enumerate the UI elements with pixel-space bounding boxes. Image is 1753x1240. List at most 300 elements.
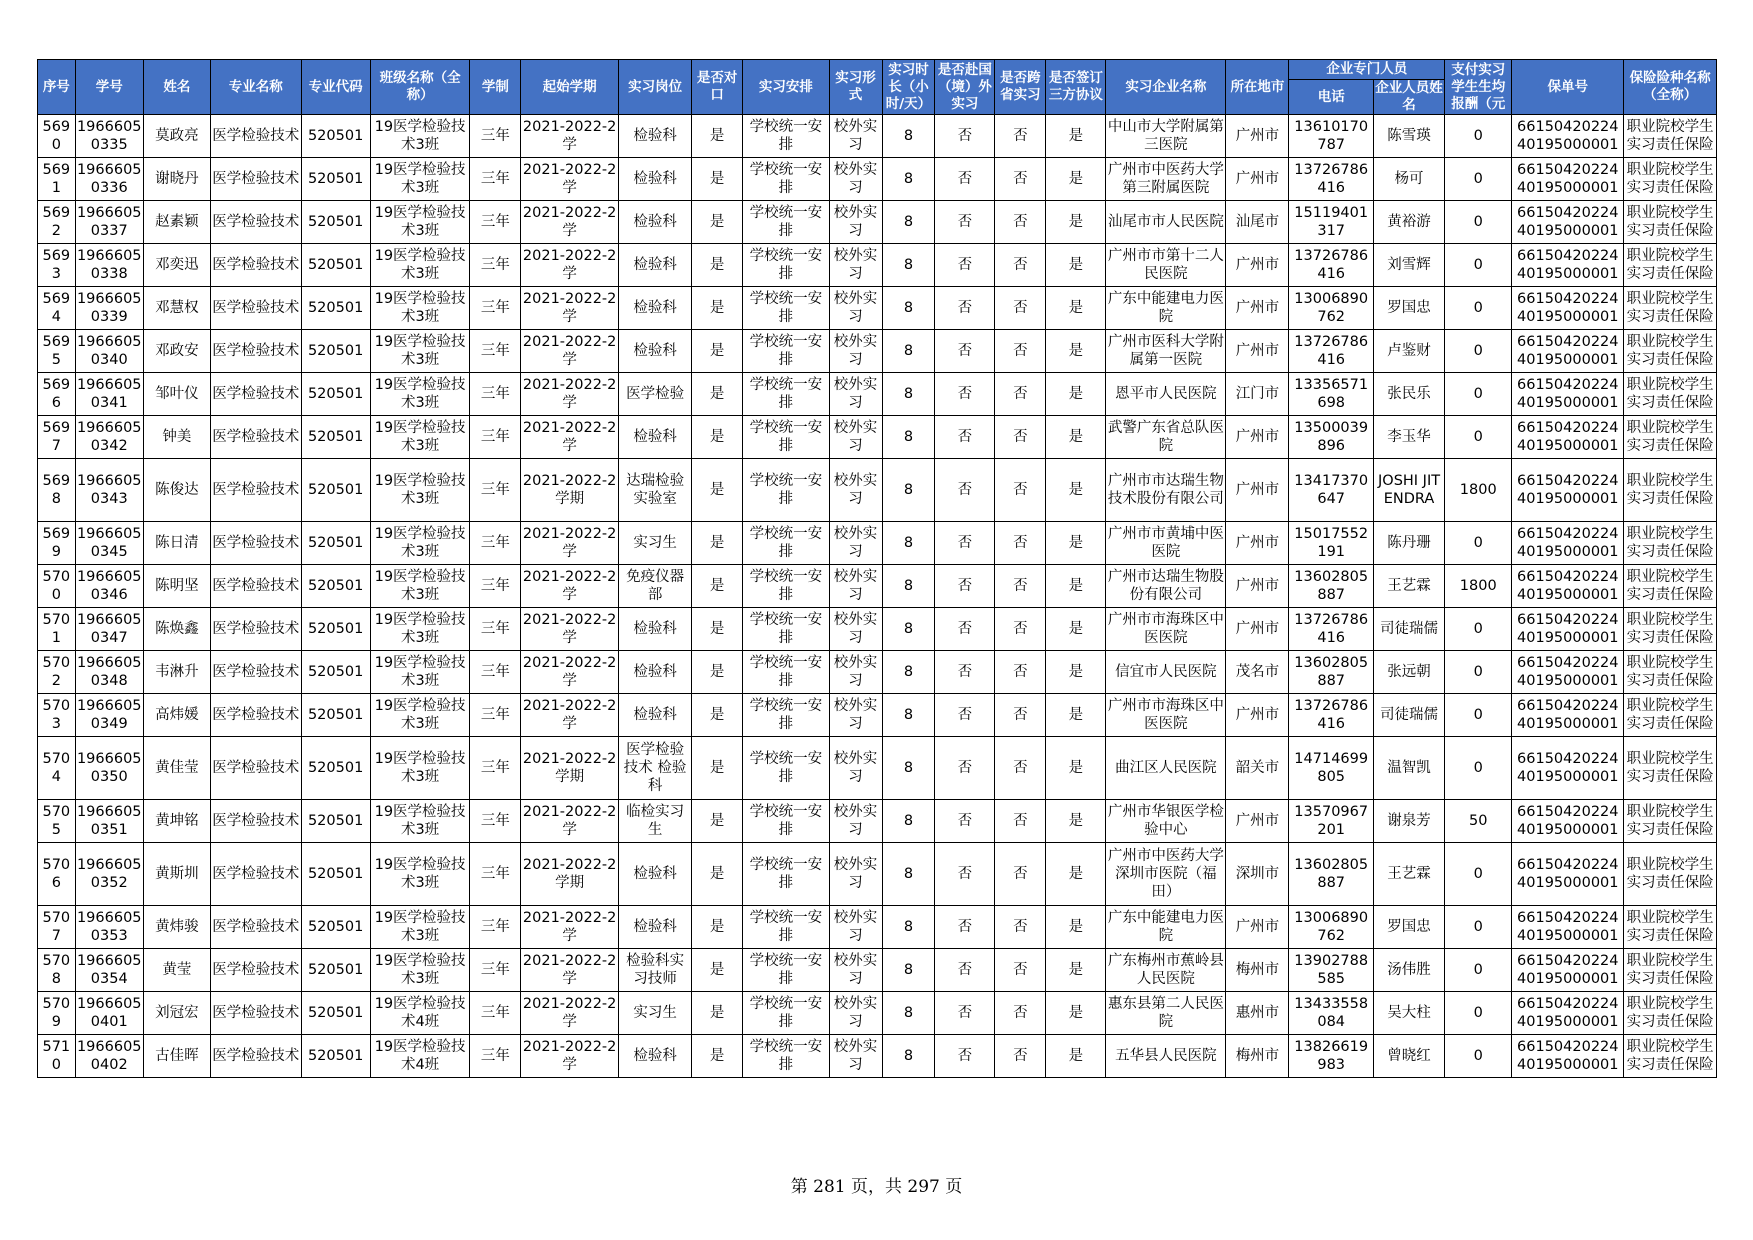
- cell-text: 0: [1473, 535, 1483, 551]
- cell-text: 2021-2022-2学: [522, 334, 617, 368]
- cell-phone: [1289, 522, 1373, 565]
- cell-city: [1226, 843, 1289, 906]
- cell-arrangement: [743, 565, 829, 608]
- cell-text: 陈焕鑫: [155, 621, 199, 637]
- cell-insurance: [1624, 992, 1717, 1035]
- cell-text: 医学检验技术: [212, 535, 300, 551]
- cell-text: 职业院校学生实习责任保险: [1626, 420, 1714, 454]
- cell-text: 学校统一安排: [749, 205, 823, 239]
- cell-contact-name: [1373, 565, 1444, 608]
- cell-text: 6615042022440195000001: [1517, 377, 1619, 411]
- cell-text: 0: [1473, 386, 1483, 402]
- cell-text: 否: [957, 866, 973, 882]
- cell-class-name: [370, 1035, 470, 1078]
- cell-name: [143, 1035, 210, 1078]
- cell-city: [1226, 992, 1289, 1035]
- cell-text: 三年: [480, 578, 510, 594]
- cell-major-code: [301, 373, 370, 416]
- cell-text: 梅州市: [1235, 962, 1280, 978]
- cell-hours: [882, 992, 935, 1035]
- cell-text: 5698: [42, 473, 71, 507]
- cell-position: [618, 244, 691, 287]
- cell-text: 是: [709, 343, 725, 359]
- cell-text: 职业院校学生实习责任保险: [1626, 473, 1714, 507]
- cell-text: 2021-2022-2学: [522, 996, 617, 1030]
- cell-text: 校外实习: [833, 162, 878, 196]
- cell-agreement: [1046, 949, 1106, 992]
- cell-text: 是: [1068, 482, 1084, 498]
- cell-insurance: [1624, 949, 1717, 992]
- cell-class-name: [370, 522, 470, 565]
- cell-text: 2021-2022-2学: [522, 248, 617, 282]
- cell-text: 医学检验技术: [212, 386, 300, 402]
- cell-text: 是: [709, 919, 725, 935]
- cell-form: [829, 201, 882, 244]
- cell-student-id: [75, 843, 143, 906]
- cell-text: 2021-2022-2学期: [522, 473, 617, 507]
- cell-phone: [1289, 158, 1373, 201]
- header-company: 实习企业名称: [1106, 60, 1226, 115]
- cell-class-name: [370, 373, 470, 416]
- cell-text: 520501: [307, 257, 364, 273]
- cell-arrangement: [743, 949, 829, 992]
- header-city: 所在地市: [1226, 60, 1289, 115]
- cell-text: 6615042022440195000001: [1517, 473, 1619, 507]
- cell-text: 莫政亮: [155, 128, 199, 144]
- cell-hours: [882, 737, 935, 800]
- header-student-id: 学号: [75, 60, 143, 115]
- cell-policy-no: [1512, 330, 1624, 373]
- cell-text: 19666050336: [76, 162, 142, 196]
- cell-text: 是: [709, 707, 725, 723]
- header-position: 实习岗位: [618, 60, 691, 115]
- cell-text: 8: [903, 214, 914, 230]
- cell-form: [829, 608, 882, 651]
- cell-seq: [38, 330, 76, 373]
- cell-text: 杨可: [1394, 171, 1424, 187]
- cell-phone: [1289, 115, 1373, 158]
- cell-text: 否: [1013, 300, 1028, 316]
- cell-cross-province: [995, 694, 1046, 737]
- cell-seq: [38, 244, 76, 287]
- cell-text: 19医学检验技术3班: [374, 698, 466, 732]
- cell-text: 0: [1473, 257, 1483, 273]
- cell-policy-no: [1512, 949, 1624, 992]
- cell-length: [470, 651, 521, 694]
- cell-major-code: [301, 522, 370, 565]
- cell-arrangement: [743, 1035, 829, 1078]
- cell-text: 学校统一安排: [749, 612, 823, 646]
- cell-text: 19666050342: [76, 420, 142, 454]
- cell-start-term: [521, 115, 619, 158]
- cell-length: [470, 608, 521, 651]
- cell-pay: [1445, 459, 1512, 522]
- cell-text: 广州市: [1235, 535, 1280, 551]
- cell-text: 520501: [307, 343, 364, 359]
- cell-insurance: [1624, 737, 1717, 800]
- cell-arrangement: [743, 800, 829, 843]
- cell-text: 15017552191: [1294, 526, 1369, 560]
- cell-text: 2021-2022-2学: [522, 569, 617, 603]
- cell-length: [470, 906, 521, 949]
- cell-policy-no: [1512, 565, 1624, 608]
- cell-city: [1226, 244, 1289, 287]
- cell-text: 520501: [307, 707, 364, 723]
- cell-text: 8: [903, 535, 914, 551]
- table-row: [38, 992, 1717, 1035]
- cell-text: 0: [1473, 866, 1483, 882]
- cell-text: 黄坤铭: [155, 813, 199, 829]
- cell-length: [470, 115, 521, 158]
- cell-text: 赵素颖: [155, 214, 199, 230]
- cell-text: 学校统一安排: [749, 473, 823, 507]
- cell-policy-no: [1512, 158, 1624, 201]
- cell-city: [1226, 651, 1289, 694]
- cell-seq: [38, 565, 76, 608]
- cell-hours: [882, 201, 935, 244]
- cell-position: [618, 800, 691, 843]
- cell-major-name: [210, 843, 301, 906]
- cell-class-name: [370, 608, 470, 651]
- cell-text: 三年: [480, 429, 510, 445]
- cell-text: 5710: [42, 1039, 71, 1073]
- cell-text: 职业院校学生实习责任保险: [1626, 751, 1714, 785]
- cell-contact-name: [1373, 373, 1444, 416]
- cell-text: 职业院校学生实习责任保险: [1626, 612, 1714, 646]
- cell-pay: [1445, 906, 1512, 949]
- cell-text: 医学检验技术: [212, 482, 300, 498]
- cell-text: 三年: [480, 535, 510, 551]
- cell-text: 李玉华: [1387, 429, 1431, 445]
- cell-text: 是: [1068, 257, 1084, 273]
- cell-text: 520501: [307, 482, 364, 498]
- cell-text: 否: [957, 214, 973, 230]
- cell-position: [618, 737, 691, 800]
- cell-contact-name: [1373, 949, 1444, 992]
- cell-text: 检验科: [633, 343, 677, 359]
- cell-form: [829, 843, 882, 906]
- cell-pay: [1445, 416, 1512, 459]
- cell-phone: [1289, 330, 1373, 373]
- cell-class-name: [370, 949, 470, 992]
- cell-arrangement: [743, 158, 829, 201]
- cell-text: 否: [1013, 128, 1028, 144]
- cell-text: 校外实习: [833, 420, 878, 454]
- cell-text: 广州市: [1235, 578, 1280, 594]
- cell-text: 是: [1068, 343, 1084, 359]
- cell-position: [618, 608, 691, 651]
- table-row: [38, 906, 1717, 949]
- cell-length: [470, 201, 521, 244]
- cell-name: [143, 737, 210, 800]
- cell-position: [618, 201, 691, 244]
- cell-text: 19医学检验技术3班: [374, 655, 466, 689]
- cell-text: 6615042022440195000001: [1517, 334, 1619, 368]
- cell-matched: [692, 949, 743, 992]
- cell-major-name: [210, 522, 301, 565]
- cell-hours: [882, 115, 935, 158]
- cell-pay: [1445, 992, 1512, 1035]
- cell-policy-no: [1512, 694, 1624, 737]
- cell-text: 5706: [42, 857, 71, 891]
- cell-pay: [1445, 1035, 1512, 1078]
- cell-text: 6615042022440195000001: [1517, 655, 1619, 689]
- cell-hours: [882, 906, 935, 949]
- cell-text: 江门市: [1235, 386, 1280, 402]
- cell-text: 13417370647: [1294, 473, 1369, 507]
- cell-text: 武警广东省总队医院: [1107, 420, 1224, 454]
- cell-major-code: [301, 949, 370, 992]
- cell-text: 否: [1013, 707, 1028, 723]
- cell-text: 学校统一安排: [749, 804, 823, 838]
- cell-text: 邓奕迅: [155, 257, 199, 273]
- cell-text: 检验科: [633, 214, 677, 230]
- cell-form: [829, 992, 882, 1035]
- cell-text: 13726786416: [1294, 334, 1369, 368]
- cell-position: [618, 373, 691, 416]
- page-footer: 第 281 页，共 297 页: [790, 1177, 963, 1197]
- cell-text: 19666050341: [76, 377, 142, 411]
- cell-position: [618, 565, 691, 608]
- cell-student-id: [75, 608, 143, 651]
- cell-text: 是: [709, 257, 725, 273]
- cell-matched: [692, 373, 743, 416]
- cell-cross-province: [995, 287, 1046, 330]
- cell-text: 520501: [307, 813, 364, 829]
- cell-text: 5691: [42, 162, 71, 196]
- cell-arrangement: [743, 992, 829, 1035]
- cell-text: 13826619983: [1294, 1039, 1369, 1073]
- cell-text: 是: [1068, 813, 1084, 829]
- cell-major-code: [301, 608, 370, 651]
- cell-hours: [882, 949, 935, 992]
- cell-major-name: [210, 244, 301, 287]
- cell-text: 检验科: [633, 1048, 677, 1064]
- cell-text: 三年: [480, 386, 510, 402]
- cell-pay: [1445, 843, 1512, 906]
- cell-policy-no: [1512, 800, 1624, 843]
- cell-text: 8: [903, 866, 914, 882]
- cell-text: 0: [1473, 171, 1483, 187]
- cell-text: 是: [709, 866, 725, 882]
- cell-text: 医学检验技术: [212, 664, 300, 680]
- cell-text: 是: [709, 214, 725, 230]
- cell-text: 6615042022440195000001: [1517, 291, 1619, 325]
- cell-agreement: [1046, 843, 1106, 906]
- cell-text: 2021-2022-2学期: [522, 857, 617, 891]
- cell-text: 19医学检验技术3班: [374, 857, 466, 891]
- cell-text: 医学检验技术: [212, 343, 300, 359]
- cell-cross-province: [995, 800, 1046, 843]
- cell-company: [1106, 373, 1226, 416]
- cell-major-code: [301, 201, 370, 244]
- cell-contact-name: [1373, 459, 1444, 522]
- cell-text: 是: [709, 535, 725, 551]
- cell-name: [143, 522, 210, 565]
- cell-text: 校外实习: [833, 119, 878, 153]
- cell-text: 医学检验技术: [212, 760, 300, 776]
- cell-text: 广州市市黄埔中医医院: [1107, 526, 1224, 560]
- cell-agreement: [1046, 608, 1106, 651]
- cell-text: 吴大柱: [1387, 1005, 1431, 1021]
- cell-arrangement: [743, 330, 829, 373]
- cell-text: 否: [1013, 1048, 1028, 1064]
- table-row: [38, 522, 1717, 565]
- cell-text: 否: [957, 343, 973, 359]
- cell-seq: [38, 906, 76, 949]
- cell-text: 黄佳莹: [155, 760, 199, 776]
- cell-cross-province: [995, 459, 1046, 522]
- cell-text: 黄斯圳: [155, 866, 199, 882]
- table-row: [38, 1035, 1717, 1078]
- cell-cross-province: [995, 651, 1046, 694]
- cell-pay: [1445, 373, 1512, 416]
- cell-text: 否: [1013, 343, 1028, 359]
- cell-text: 0: [1473, 1048, 1483, 1064]
- cell-text: 否: [1013, 664, 1028, 680]
- cell-text: 是: [709, 1005, 725, 1021]
- cell-hours: [882, 330, 935, 373]
- cell-length: [470, 992, 521, 1035]
- cell-policy-no: [1512, 1035, 1624, 1078]
- cell-pay: [1445, 565, 1512, 608]
- cell-text: 0: [1473, 343, 1483, 359]
- cell-major-name: [210, 565, 301, 608]
- cell-length: [470, 459, 521, 522]
- cell-class-name: [370, 330, 470, 373]
- cell-company: [1106, 522, 1226, 565]
- cell-company: [1106, 459, 1226, 522]
- cell-text: 职业院校学生实习责任保险: [1626, 377, 1714, 411]
- cell-text: 19医学检验技术3班: [374, 751, 466, 785]
- cell-text: 职业院校学生实习责任保险: [1626, 162, 1714, 196]
- cell-text: 否: [957, 535, 973, 551]
- cell-agreement: [1046, 565, 1106, 608]
- cell-text: 校外实习: [833, 910, 878, 944]
- cell-position: [618, 949, 691, 992]
- cell-text: 520501: [307, 214, 364, 230]
- cell-text: 0: [1473, 760, 1483, 776]
- cell-text: 19666050353: [76, 910, 142, 944]
- cell-text: 19医学检验技术3班: [374, 248, 466, 282]
- cell-name: [143, 115, 210, 158]
- cell-text: 8: [903, 386, 914, 402]
- cell-text: 职业院校学生实习责任保险: [1626, 205, 1714, 239]
- cell-city: [1226, 459, 1289, 522]
- cell-text: 实习生: [633, 535, 677, 551]
- cell-text: 5697: [42, 420, 71, 454]
- table-row: [38, 330, 1717, 373]
- cell-text: 三年: [480, 813, 510, 829]
- cell-text: 6615042022440195000001: [1517, 910, 1619, 944]
- cell-text: 8: [903, 257, 914, 273]
- cell-seq: [38, 115, 76, 158]
- cell-agreement: [1046, 416, 1106, 459]
- cell-matched: [692, 330, 743, 373]
- cell-text: 张民乐: [1387, 386, 1431, 402]
- cell-text: 王艺霖: [1387, 578, 1431, 594]
- cell-text: 广州市中医药大学深圳市医院（福田）: [1107, 848, 1224, 900]
- cell-text: 卢鉴财: [1387, 343, 1431, 359]
- cell-phone: [1289, 201, 1373, 244]
- cell-text: 校外实习: [833, 751, 878, 785]
- cell-text: 学校统一安排: [749, 119, 823, 153]
- cell-major-code: [301, 992, 370, 1035]
- header-major-code: 专业代码: [301, 60, 370, 115]
- cell-policy-no: [1512, 737, 1624, 800]
- cell-text: 学校统一安排: [749, 655, 823, 689]
- table-row: [38, 565, 1717, 608]
- cell-abroad: [935, 906, 995, 949]
- cell-pay: [1445, 330, 1512, 373]
- cell-text: 13602805887: [1294, 655, 1369, 689]
- cell-insurance: [1624, 158, 1717, 201]
- cell-text: 6615042022440195000001: [1517, 420, 1619, 454]
- cell-length: [470, 330, 521, 373]
- cell-text: 否: [1013, 962, 1028, 978]
- cell-text: 是: [1068, 300, 1084, 316]
- cell-city: [1226, 158, 1289, 201]
- cell-text: 惠州市: [1235, 1005, 1280, 1021]
- cell-seq: [38, 651, 76, 694]
- table-row: [38, 949, 1717, 992]
- cell-text: 520501: [307, 962, 364, 978]
- table-row: [38, 737, 1717, 800]
- cell-text: 检验科: [633, 919, 677, 935]
- cell-hours: [882, 800, 935, 843]
- cell-seq: [38, 949, 76, 992]
- header-insurance: 保险险种名称（全称）: [1624, 60, 1717, 115]
- cell-arrangement: [743, 201, 829, 244]
- cell-text: 2021-2022-2学: [522, 953, 617, 987]
- cell-text: 否: [1013, 386, 1028, 402]
- cell-text: 校外实习: [833, 377, 878, 411]
- cell-abroad: [935, 244, 995, 287]
- cell-text: 是: [1068, 535, 1084, 551]
- cell-text: 6615042022440195000001: [1517, 698, 1619, 732]
- cell-text: 陈雪瑛: [1387, 128, 1431, 144]
- cell-insurance: [1624, 201, 1717, 244]
- cell-name: [143, 651, 210, 694]
- table-row: [38, 651, 1717, 694]
- cell-seq: [38, 158, 76, 201]
- cell-position: [618, 694, 691, 737]
- cell-text: 古佳晖: [155, 1048, 199, 1064]
- cell-major-name: [210, 201, 301, 244]
- cell-city: [1226, 201, 1289, 244]
- cell-abroad: [935, 1035, 995, 1078]
- cell-text: 否: [957, 707, 973, 723]
- cell-agreement: [1046, 737, 1106, 800]
- cell-text: 职业院校学生实习责任保险: [1626, 334, 1714, 368]
- cell-city: [1226, 522, 1289, 565]
- cell-text: 校外实习: [833, 473, 878, 507]
- cell-matched: [692, 158, 743, 201]
- cell-student-id: [75, 115, 143, 158]
- cell-start-term: [521, 1035, 619, 1078]
- cell-text: 8: [903, 429, 914, 445]
- cell-text: 是: [1068, 664, 1084, 680]
- cell-pay: [1445, 608, 1512, 651]
- cell-company: [1106, 694, 1226, 737]
- cell-text: 是: [1068, 621, 1084, 637]
- cell-seq: [38, 608, 76, 651]
- cell-class-name: [370, 843, 470, 906]
- cell-text: 刘雪辉: [1387, 257, 1431, 273]
- cell-seq: [38, 694, 76, 737]
- cell-length: [470, 737, 521, 800]
- cell-text: 6615042022440195000001: [1517, 526, 1619, 560]
